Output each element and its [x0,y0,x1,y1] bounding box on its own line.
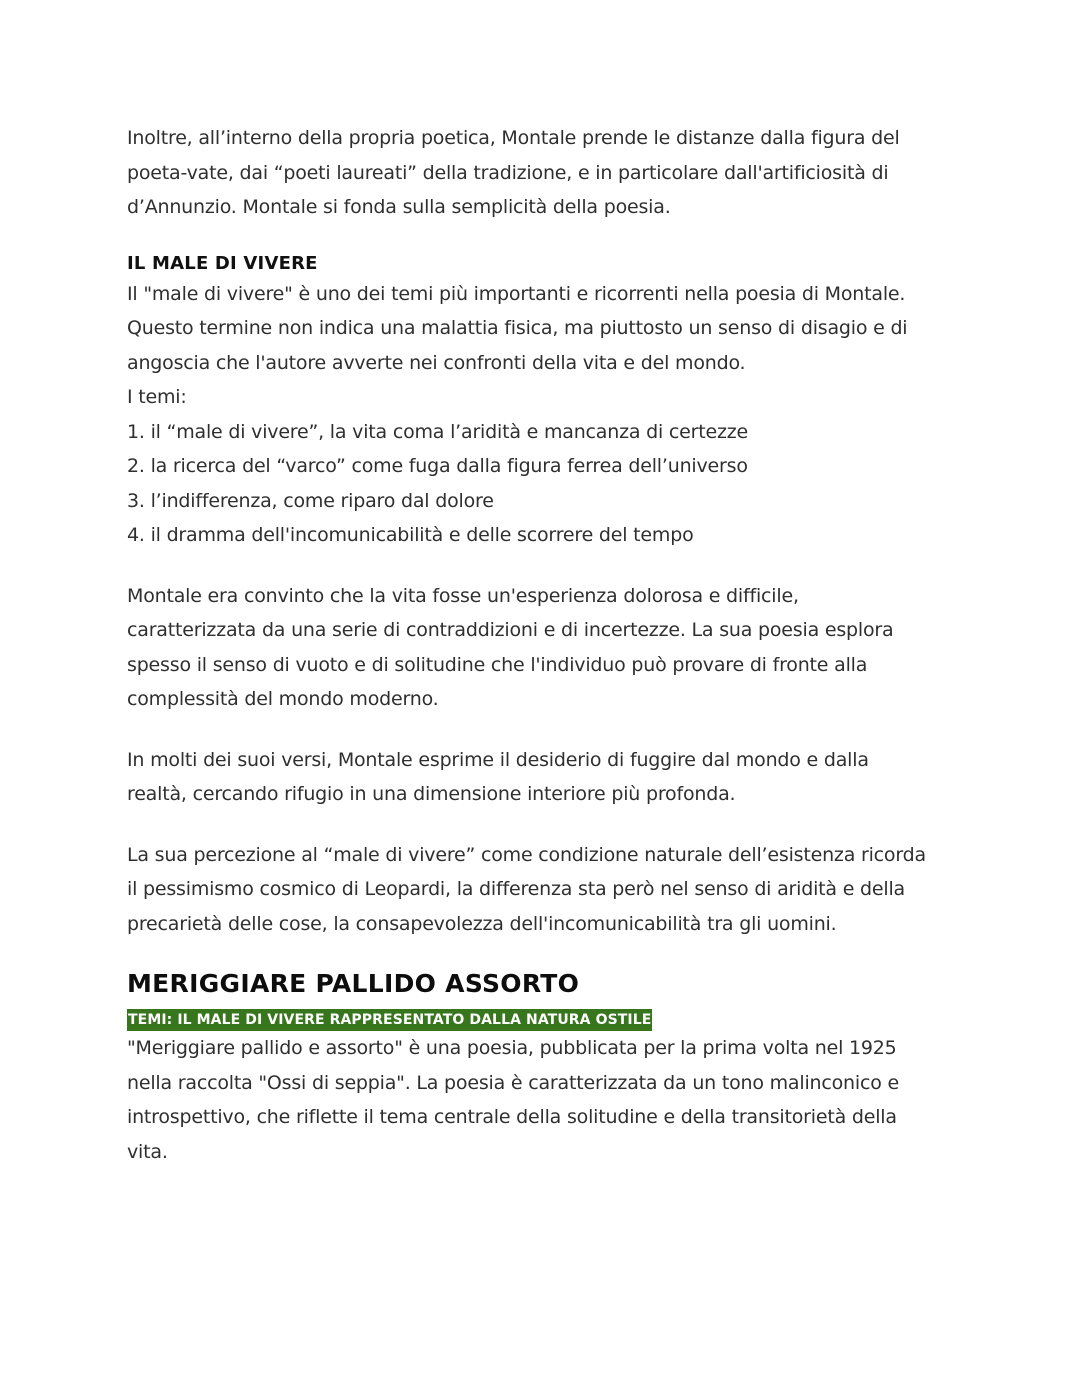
theme-highlight: TEMI: IL MALE DI VIVERE RAPPRESENTATO DALLA NATURA OSTILE [127,1009,652,1031]
text-line: caratterizzata da una serie di contraddizioni e di incertezze. La sua poesia esplora [127,619,894,641]
list-item: 4. il dramma dell'incomunicabilità e delle scorrere del tempo [127,524,694,546]
text-line: angoscia che l'autore avverte nei confronti della vita e del mondo. [127,351,746,374]
text-line: precarietà delle cose, la consapevolezza dell'incomunicabilità tra gli uomini. [127,912,837,935]
text-line: vita. [127,1140,168,1163]
list-item: 2. la ricerca del “varco” come fuga dalla figura ferrea dell’universo [127,455,748,477]
text-line: Montale era convinto che la vita fosse un'esperienza dolorosa e difficile, [127,584,799,607]
text-line: Questo termine non indica una malattia fisica, ma piuttosto un senso di disagio e di [127,317,908,339]
text-line: "Meriggiare pallido e assorto" è una poesia, pubblicata per la prima volta nel 1925 [127,1037,897,1059]
section-heading-meriggiare: MERIGGIARE PALLIDO ASSORTO [127,969,580,998]
text-line: La sua percezione al “male di vivere” come condizione naturale dell’esistenza ricorda [127,843,926,866]
text-line: complessità del mondo moderno. [127,688,439,710]
themes-label: I temi: [127,386,187,408]
text-line: In molti dei suoi versi, Montale esprime il desiderio di fuggire dal mondo e dalla [127,748,869,771]
text-line: poeta-vate, dai “poeti laureati” della tradizione, e in particolare dall'artificiosità di [127,161,889,184]
intro-paragraph [127,121,957,225]
body-paragraph [127,838,957,942]
text-line: il pessimismo cosmico di Leopardi, la differenza sta però nel senso di aridità e della [127,878,905,900]
text-line: d’Annunzio. Montale si fonda sulla semplicità della poesia. [127,196,671,218]
text-line: introspettivo, che riflette il tema centrale della solitudine e della transitorietà della [127,1106,897,1128]
text-line: nella raccolta "Ossi di seppia". La poesia è caratterizzata da un tono malinconico e [127,1071,899,1094]
male-di-vivere-paragraph [127,277,957,553]
text-line: Inoltre, all’interno della propria poetica, Montale prende le distanze dalla figura del [127,127,900,149]
document-page [127,121,957,1169]
meriggiare-paragraph [127,1031,957,1169]
body-paragraph [127,579,957,717]
text-line: Il "male di vivere" è uno dei temi più importanti e ricorrenti nella poesia di Montale. [127,282,906,305]
section-heading-male-di-vivere: IL MALE DI VIVERE [127,252,318,274]
body-paragraph [127,743,957,812]
list-item: 3. l’indifferenza, come riparo dal dolore [127,489,494,512]
list-item: 1. il “male di vivere”, la vita coma l’aridità e mancanza di certezze [127,420,749,443]
text-line: realtà, cercando rifugio in una dimensione interiore più profonda. [127,783,736,805]
text-line: spesso il senso di vuoto e di solitudine che l'individuo può provare di fronte alla [127,653,868,676]
